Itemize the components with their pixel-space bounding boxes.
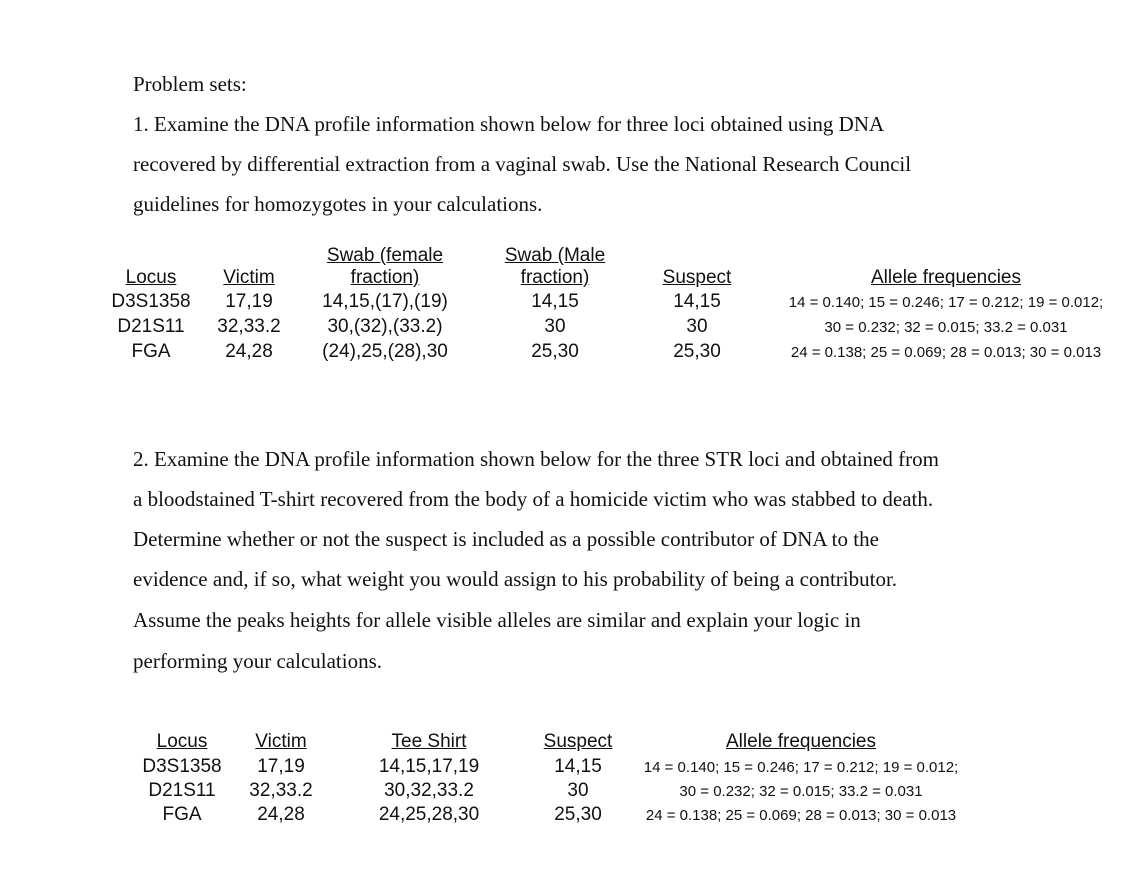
problem-1-line: 1. Examine the DNA profile information shown below for three loci obtained using DNA [133, 112, 885, 136]
cell-suspect: 30 [686, 316, 708, 337]
problem-2-line: performing your calculations. [133, 649, 383, 673]
problem-2-line: evidence and, if so, what weight you would assign to his probability of being a contributor. [133, 567, 898, 591]
header-suspect: Suspect [543, 731, 613, 752]
cell-victim: 17,19 [225, 291, 273, 312]
cell-victim: 17,19 [257, 756, 305, 777]
cell-female-fraction: 14,15,(17),(19) [322, 291, 448, 312]
cell-male-fraction: 30 [544, 316, 566, 337]
header-locus: Locus [156, 731, 208, 752]
cell-tee-shirt: 14,15,17,19 [378, 756, 480, 777]
cell-suspect: 25,30 [554, 804, 602, 825]
cell-suspect: 14,15 [673, 291, 721, 312]
cell-allele-frequencies: 30 = 0.232; 32 = 0.015; 33.2 = 0.031 [679, 783, 923, 800]
cell-male-fraction: 14,15 [531, 291, 579, 312]
cell-female-fraction: (24),25,(28),30 [322, 341, 448, 362]
problem-2-line: Determine whether or not the suspect is included as a possible contributor of DNA to the [133, 527, 879, 551]
cell-victim: 24,28 [257, 804, 305, 825]
header-female-fraction-line1: Swab (female [326, 245, 444, 266]
header-suspect: Suspect [662, 267, 732, 288]
cell-tee-shirt: 24,25,28,30 [378, 804, 480, 825]
problem-1-line: recovered by differential extraction from a vaginal swab. Use the National Research Council [133, 152, 912, 176]
problem-2-line: a bloodstained T-shirt recovered from the body of a homicide victim who was stabbed to death. [133, 487, 934, 511]
cell-allele-frequencies: 14 = 0.140; 15 = 0.246; 17 = 0.212; 19 = 0.012; [788, 294, 1104, 311]
header-victim: Victim [255, 731, 307, 752]
cell-victim: 32,33.2 [249, 780, 313, 801]
problem-2-line: Assume the peaks heights for allele visible alleles are similar and explain your logic in [133, 608, 861, 632]
problem-2-line: 2. Examine the DNA profile information shown below for the three STR loci and obtained from [133, 447, 939, 471]
cell-tee-shirt: 30,32,33.2 [384, 780, 474, 801]
problem-1-line: guidelines for homozygotes in your calculations. [133, 192, 543, 216]
header-male-fraction-line2: fraction) [520, 267, 590, 288]
header-locus: Locus [125, 267, 177, 288]
cell-locus: D21S11 [117, 316, 185, 337]
cell-suspect: 25,30 [673, 341, 721, 362]
cell-victim: 24,28 [225, 341, 273, 362]
cell-male-fraction: 25,30 [531, 341, 579, 362]
cell-allele-frequencies: 30 = 0.232; 32 = 0.015; 33.2 = 0.031 [824, 319, 1068, 336]
cell-locus: D21S11 [148, 780, 216, 801]
cell-locus: FGA [162, 804, 202, 825]
header-allele-frequencies: Allele frequencies [726, 731, 876, 752]
header-victim: Victim [223, 267, 275, 288]
cell-female-fraction: 30,(32),(33.2) [327, 316, 443, 337]
header-allele-frequencies: Allele frequencies [871, 267, 1021, 288]
header-male-fraction-line1: Swab (Male [504, 245, 606, 266]
page-heading: Problem sets: [133, 72, 247, 96]
cell-allele-frequencies: 24 = 0.138; 25 = 0.069; 28 = 0.013; 30 = 0.013 [790, 344, 1102, 361]
header-female-fraction-line2: fraction) [350, 267, 420, 288]
cell-allele-frequencies: 14 = 0.140; 15 = 0.246; 17 = 0.212; 19 = 0.012; [643, 759, 959, 776]
cell-locus: D3S1358 [142, 756, 222, 777]
header-tee-shirt: Tee Shirt [391, 731, 467, 752]
cell-suspect: 14,15 [554, 756, 602, 777]
cell-victim: 32,33.2 [217, 316, 281, 337]
cell-locus: D3S1358 [111, 291, 191, 312]
cell-allele-frequencies: 24 = 0.138; 25 = 0.069; 28 = 0.013; 30 = 0.013 [645, 807, 957, 824]
cell-locus: FGA [131, 341, 171, 362]
cell-suspect: 30 [567, 780, 589, 801]
